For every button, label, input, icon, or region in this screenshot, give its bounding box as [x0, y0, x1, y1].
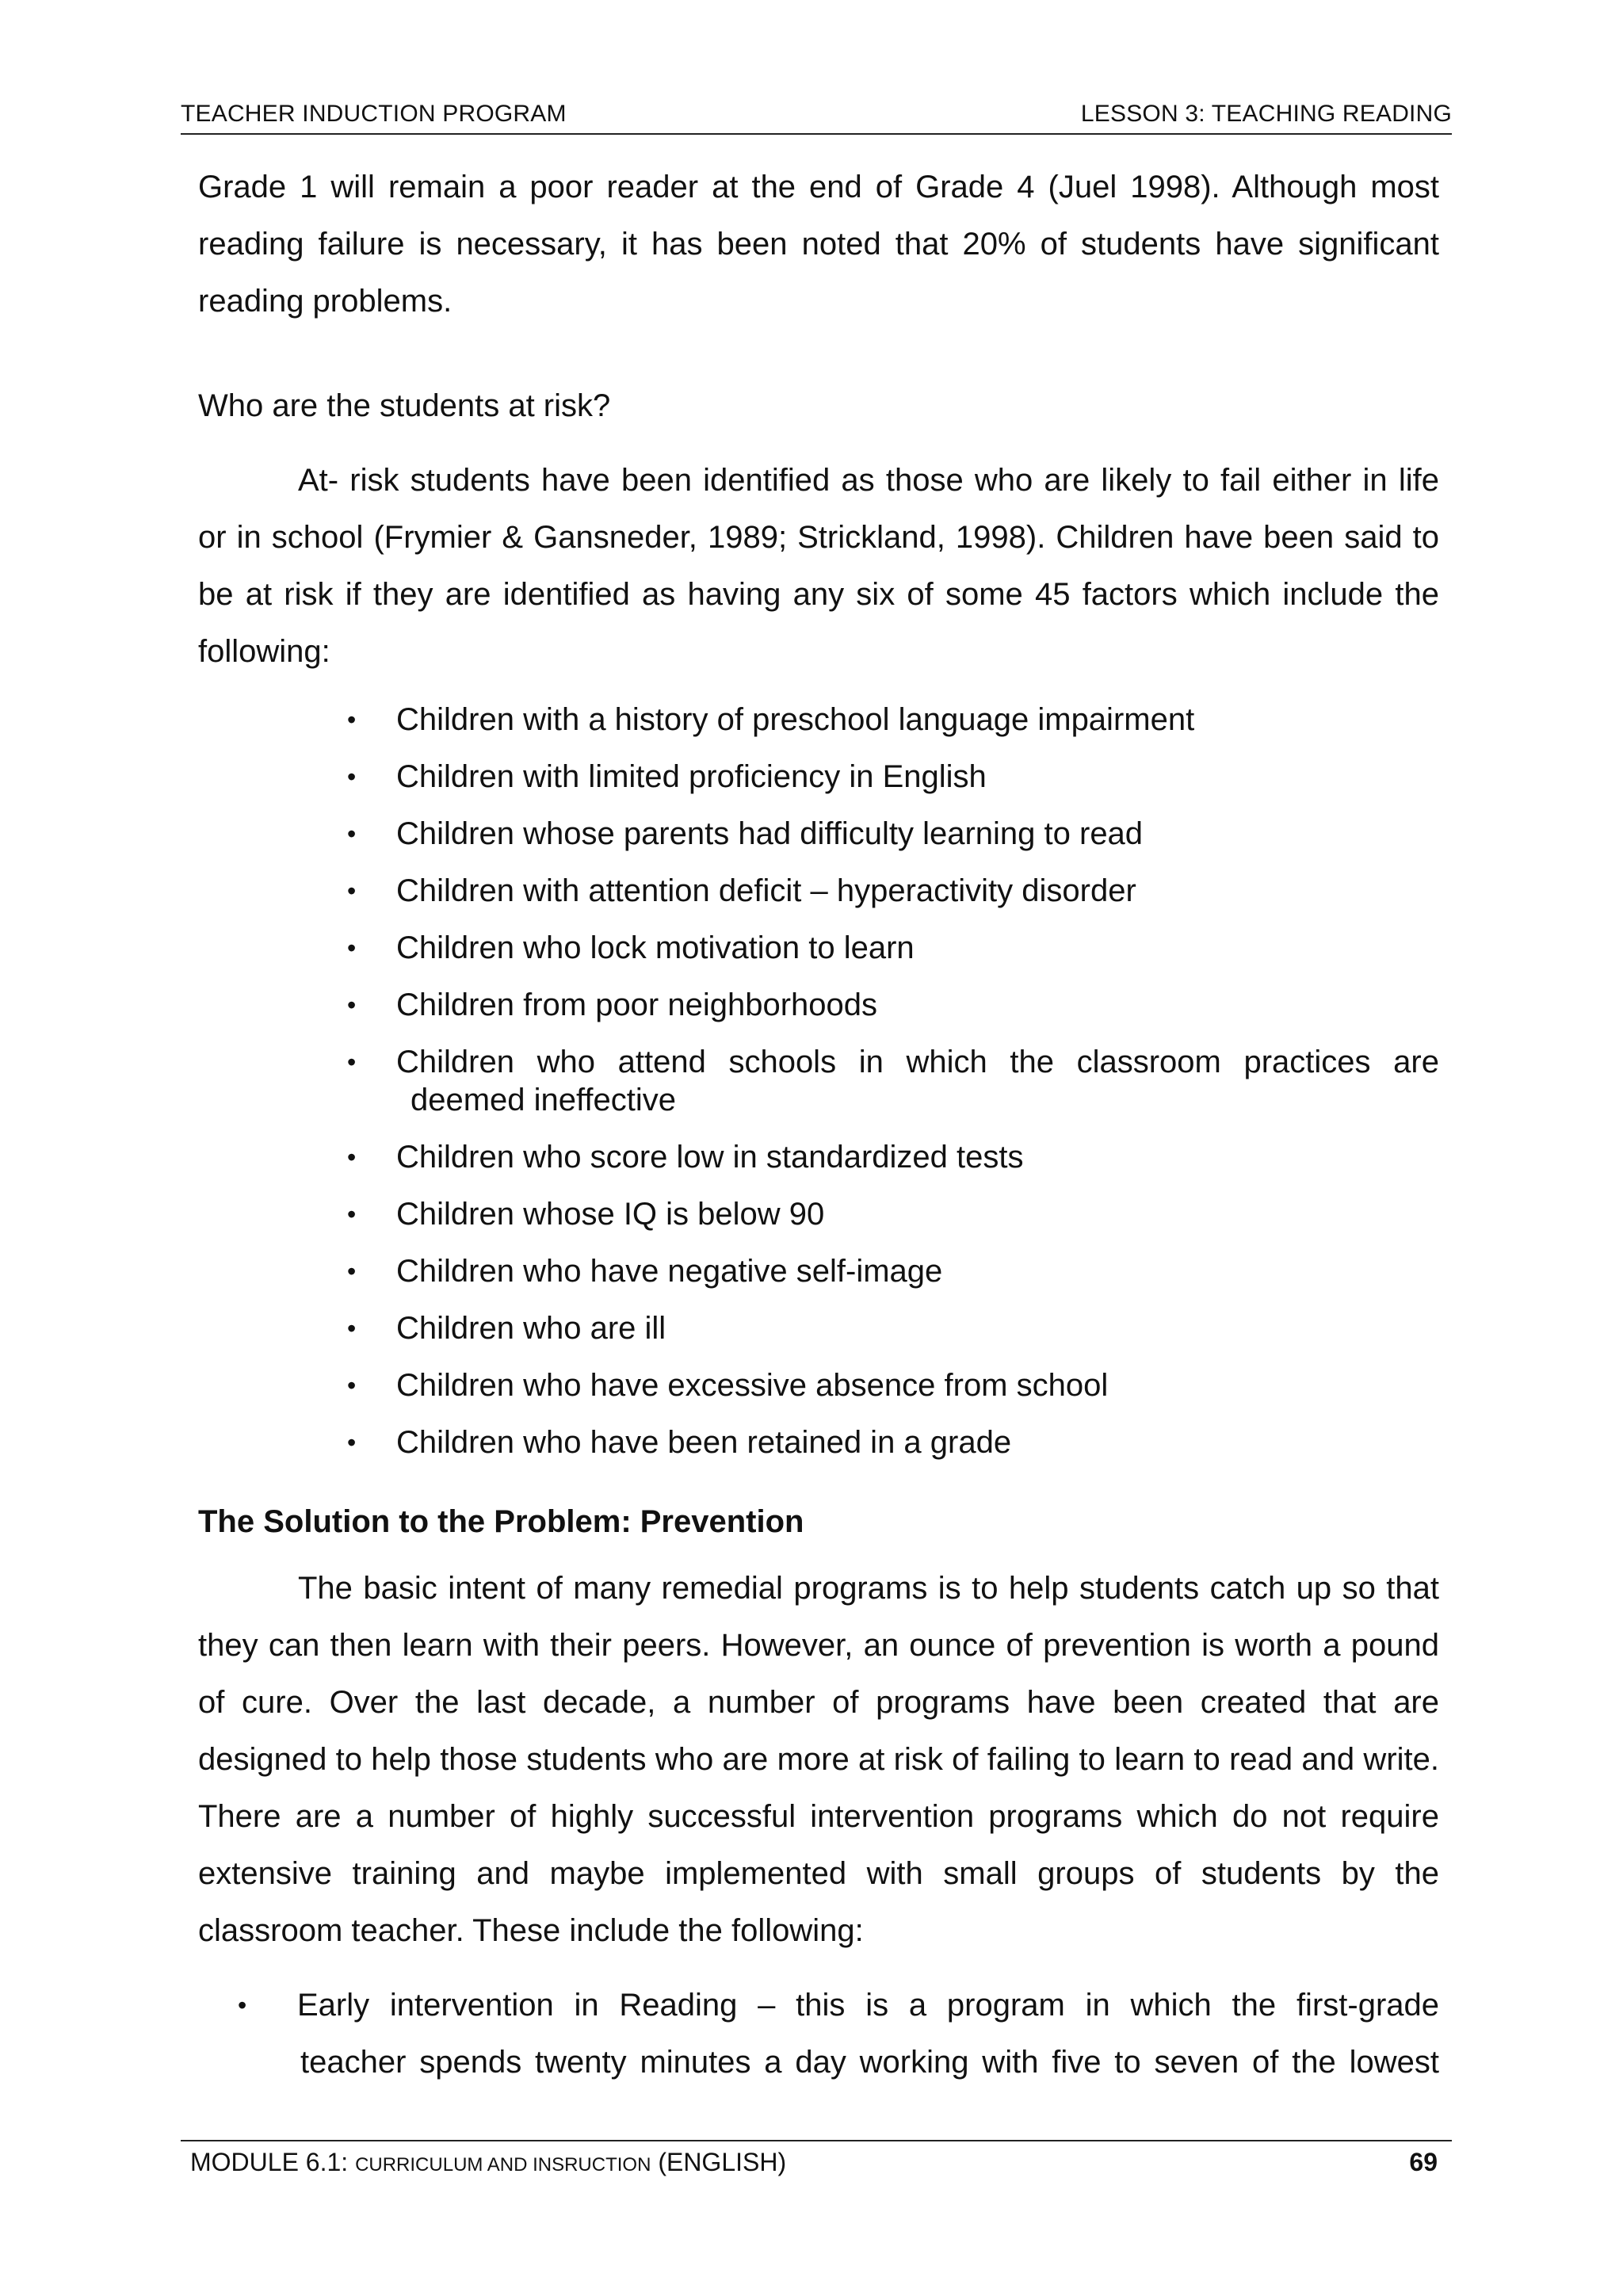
program-line: Early intervention in Reading – this is a program in which the first-grade [297, 1988, 1439, 2023]
at-risk-question: Who are the students at risk? [198, 388, 611, 423]
bullet-icon: • [347, 1428, 357, 1457]
bullet-icon: • [347, 934, 357, 962]
bullet-icon: • [347, 1314, 357, 1343]
list-item: • Children who attend schools in which the classroom practices are deemed ineffective [347, 1045, 1439, 1117]
list-item: • Children who have excessive absence from school [396, 1357, 1439, 1414]
program-line: teacher spends twenty minutes a day working with five to seven of the lowest [300, 2045, 1439, 2080]
bullet-icon: • [347, 877, 357, 905]
solution-paragraph: The basic intent of many remedial programs is to help students catch up so that they can then learn with their peers. However, an ounce of prevention is worth a pound of cure. Over the last decade, a number of programs have been created that are designed to help those students who are more at risk of failing to learn to read and write. There are a number of highly successful intervention programs which do not require extensive training and maybe implemented with small groups of students by the classroom teacher. These include the following: [198, 1571, 1439, 1948]
intro-paragraph: Grade 1 will remain a poor reader at the end of Grade 4 (Juel 1998). Although most reading failure is necessary, it has been noted that 20% of students have significant reading problems. [198, 170, 1439, 319]
page-footer [181, 2140, 1452, 2189]
list-item: • Children whose IQ is below 90 [396, 1186, 1439, 1243]
list-item: • Children whose parents had difficulty learning to read [396, 805, 1439, 862]
list-item: • Children who lock motivation to learn [396, 919, 1439, 976]
list-item: • Children with attention deficit – hyperactivity disorder [396, 862, 1439, 919]
footer-module-label: MODULE 6.1: CURRICULUM AND INSRUCTION (ENGLISH) [190, 2148, 787, 2176]
bullet-icon: • [347, 1048, 357, 1076]
list-item: • Children who have been retained in a grade [396, 1414, 1439, 1471]
page-body [198, 159, 1439, 2091]
list-item: • Children with limited proficiency in English [396, 748, 1439, 805]
list-item [238, 1977, 1439, 2091]
at-risk-paragraph: At- risk students have been identified as those who are likely to fail either in life or in school (Frymier & Gansneder, 1989; Strickland, 1998). Children have been said to be at risk if they are identified as having any six of some 45 factors which include the following: [198, 463, 1439, 669]
bullet-icon: • [347, 1200, 357, 1228]
bullet-icon: • [347, 819, 357, 848]
bullet-icon: • [347, 1257, 357, 1286]
bullet-icon: • [347, 1371, 357, 1400]
list-item: • Children with a history of preschool language impairment [396, 691, 1439, 748]
page-header [181, 98, 1452, 135]
page-number: 69 [1409, 2148, 1438, 2176]
bullet-icon: • [347, 705, 357, 734]
header-lesson-title: LESSON 3: TEACHING READING [1080, 101, 1452, 127]
bullet-icon: • [347, 991, 357, 1019]
section-heading: The Solution to the Problem: Prevention [198, 1504, 804, 1539]
bullet-icon: • [347, 762, 357, 791]
programs-list [198, 1977, 1439, 2091]
bullet-icon: • [347, 1143, 357, 1171]
list-item: • Children from poor neighborhoods [396, 976, 1439, 1033]
list-item: • Children who have negative self-image [396, 1243, 1439, 1300]
header-program-title: TEACHER INDUCTION PROGRAM [181, 101, 567, 127]
bullet-icon: • [238, 1991, 247, 2019]
risk-factors-list [198, 691, 1439, 1471]
list-item: • Children who score low in standardized tests [396, 1129, 1439, 1186]
list-item: • Children who are ill [396, 1300, 1439, 1357]
